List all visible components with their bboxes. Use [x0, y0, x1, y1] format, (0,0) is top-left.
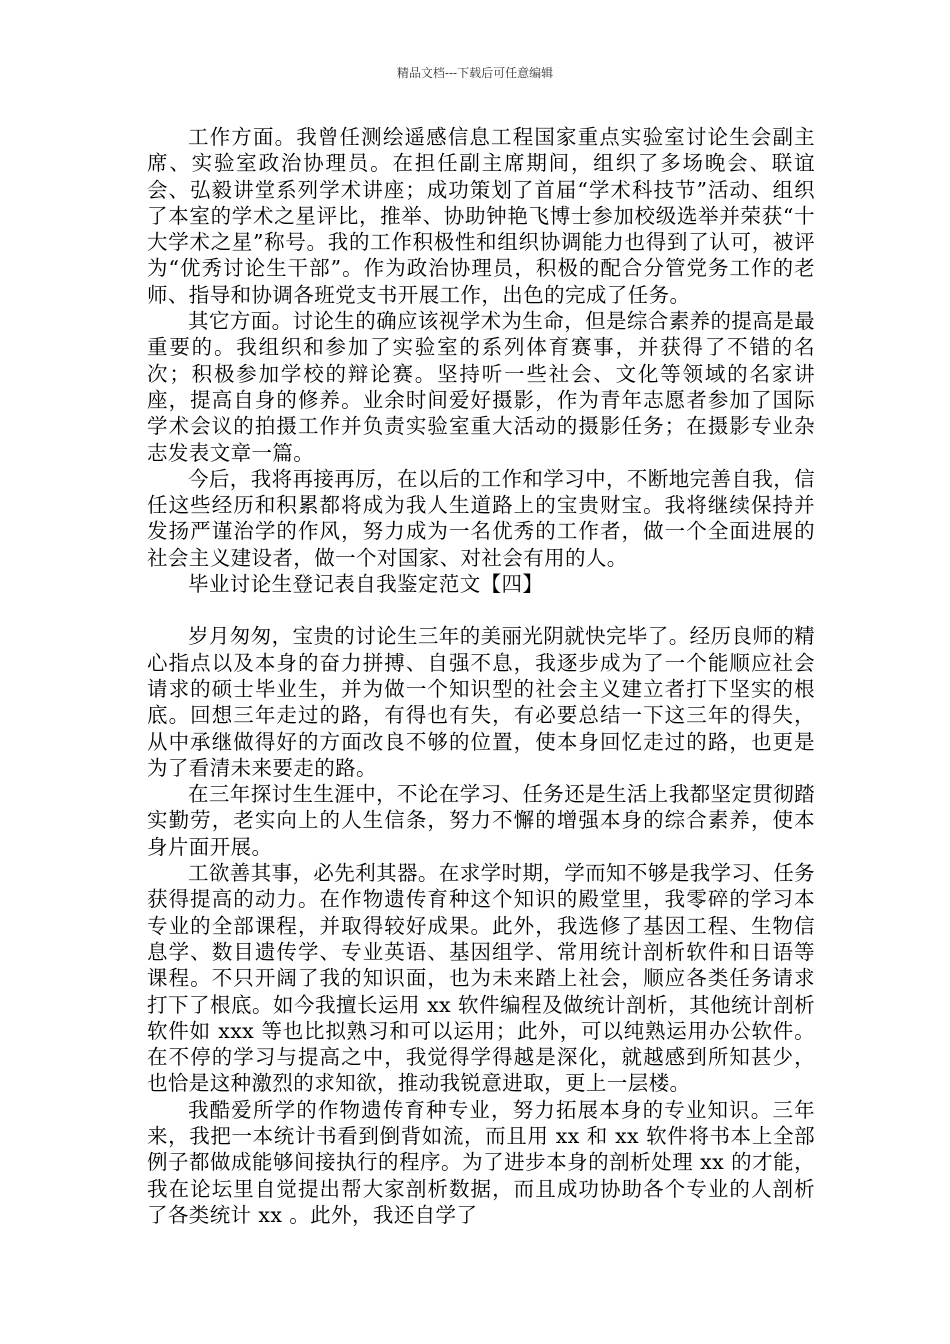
page-header: 精品文档---下载后可任意编辑	[396, 66, 554, 80]
paragraph-other: 其它方面。讨论生的确应该视学术为生命，但是综合素养的提高是最重要的。我组织和参加了实验室的系列体育赛事，并获得了不错的名次；积极参加学校的辩论赛。坚持听一些社会、文化等领域的名家讲座，提高自身的修养。业余时间爱好摄影，作为青年志愿者参加了国际学术会议的拍摄工作并负责实验室重大活动的摄影任务；在摄影专业杂志发表文章一篇。	[147, 309, 815, 465]
paragraph-study: 工欲善其事，必先利其器。在求学时期，学而知不够是我学习、任务获得提高的动力。在作物遗传育种这个知识的殿堂里，我零碎的学习本专业的全部课程，并取得较好成果。此外，我选修了基因工程、生物信息学、数目遗传学、专业英语、基因组学、常用统计剖析软件和日语等课程。不只开阔了我的知识面，也为未来踏上社会，顺应各类任务请求打下了根底。如今我擅长运用 xx 软件编程及做统计剖析，其他统计剖析软件如 xxx 等也比拟熟习和可以运用；此外，可以纯熟运用办公软件。在不停的学习与提高之中，我觉得学得越是深化，就越感到所知甚少，也恰是这种激烈的求知欲，推动我锐意进取，更上一层楼。	[147, 861, 815, 1096]
paragraph-future: 今后，我将再接再厉，在以后的工作和学习中，不断地完善自我，信任这些经历和积累都将成为我人生道路上的宝贵财宝。我将继续保持并发扬严谨治学的作风，努力成为一名优秀的工作者，做一个全面进展的社会主义建设者，做一个对国家、对社会有用的人。	[147, 466, 815, 570]
document-body	[147, 124, 815, 1228]
paragraph-major: 我酷爱所学的作物遗传育种专业，努力拓展本身的专业知识。三年来，我把一本统计书看到倒背如流，而且用 xx 和 xx 软件将书本上全部例子都做成能够间接执行的程序。为了进步本身的剖析处理 xx 的才能，我在论坛里自觉提出帮大家剖析数据，而且成功协助各个专业的人剖析了各类统计 xx 。此外，我还自学了	[147, 1097, 815, 1227]
paragraph-time: 岁月匆匆，宝贵的讨论生三年的美丽光阴就快完毕了。经历良师的精心指点以及本身的奋力拼搏、自强不息，我逐步成为了一个能顺应社会请求的硕士毕业生，并为做一个知识型的社会主义建立者打下坚实的根底。回想三年走过的路，有得也有失，有必要总结一下这三年的得失，从中承继做得好的方面改良不够的位置，使本身回忆走过的路，也更是为了看清未来要走的路。	[147, 624, 815, 780]
paragraph-career: 在三年探讨生生涯中，不论在学习、任务还是生活上我都坚定贯彻踏实勤劳，老实向上的人生信条，努力不懈的增强本身的综合素养，使本身片面开展。	[147, 782, 815, 859]
blank-line	[147, 597, 815, 623]
paragraph-work: 工作方面。我曾任测绘遥感信息工程国家重点实验室讨论生会副主席、实验室政治协理员。在担任副主席期间，组织了多场晚会、联谊会、弘毅讲堂系列学术讲座；成功策划了首届“学术科技节”活动、组织了本室的学术之星评比，推举、协助钟艳飞博士参加校级选举并荣获“十大学术之星”称号。我的工作积极性和组织协调能力也得到了认可，被评为“优秀讨论生干部”。作为政治协理员，积极的配合分管党务工作的老师、指导和协调各班党支书开展工作，出色的完成了任务。	[147, 125, 815, 307]
section-heading: 毕业讨论生登记表自我鉴定范文【四】	[188, 572, 544, 597]
